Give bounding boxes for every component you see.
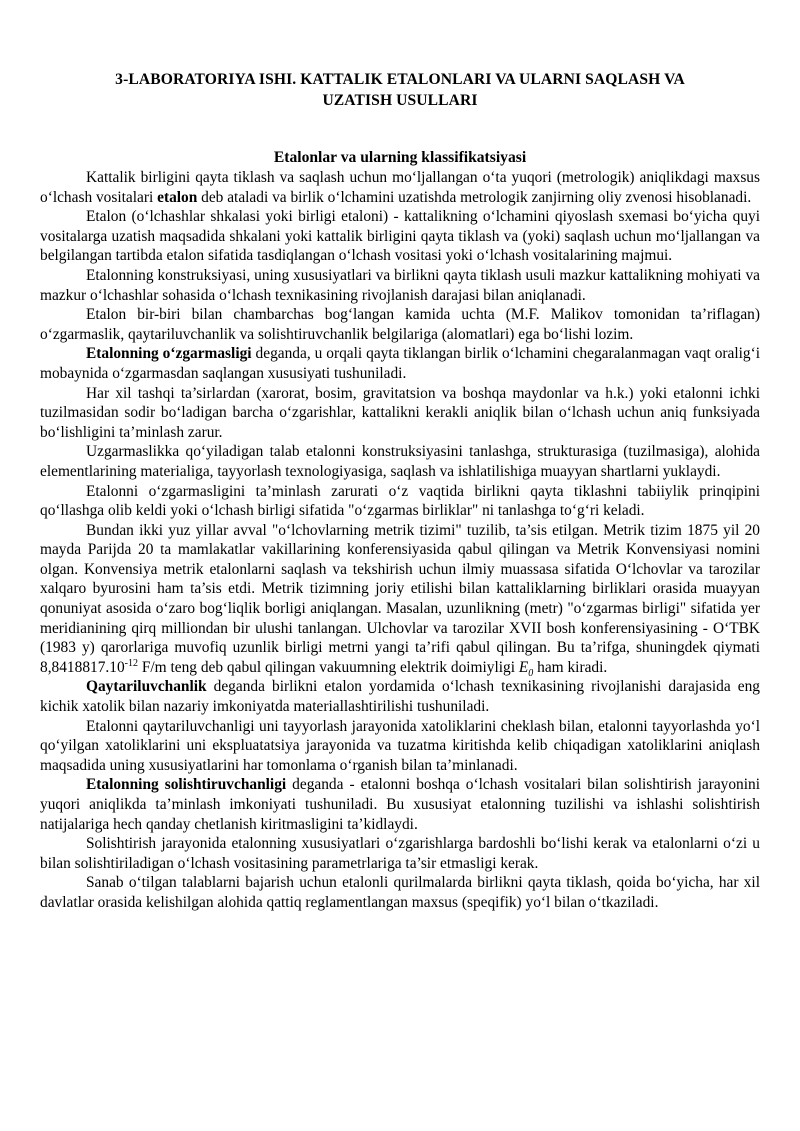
bold-term: Etalonning solishtiruvchanligi bbox=[86, 776, 287, 794]
text-run: ham kiradi. bbox=[533, 658, 608, 676]
text-run: Har xil tashqi ta’sirlardan (xarorat, bosim, gravitatsion va boshqa maydonlar va h.k.) yoki etalonni ichki tuzilmasidan sodir bo‘ladigan barcha o‘zgarishlar, kattalikni kerakli aniqlik bilan o‘lchash uchun aniq funksiyada bo‘lishligini ta’minlash zarur. bbox=[40, 384, 760, 441]
body-paragraph bbox=[40, 207, 760, 266]
page-title bbox=[40, 70, 760, 111]
italic-symbol: E bbox=[518, 658, 529, 676]
text-run: Etalon (o‘lchashlar shkalasi yoki birligi etaloni) - kattalikning o‘lchamini qiyoslash sxemasi bo‘yicha quyi vositalarga uzatish maqsadida shkalani yoki kattalik birligini qayta tiklash va (yoki) saqlash uchun mo‘ljallangan va belgilangan tartibda etalon sifatida tasdiqlangan o‘lchash vositasi yoki o‘lchash vositalarining majmui. bbox=[40, 208, 760, 265]
body-paragraph bbox=[40, 168, 760, 207]
body-paragraph bbox=[40, 873, 760, 912]
body-paragraph bbox=[40, 677, 760, 716]
text-run: Sanab o‘tilgan talablarni bajarish uchun etalonli qurilmalarda birlikni qayta tiklash, qoida bo‘yicha, har xil davlatlar orasida kelishilgan alohida qattiq reglamentlangan maxsus (speqifik) yo‘l bilan o‘tkaziladi. bbox=[40, 874, 760, 911]
text-run: deganda birlikni etalon yordamida o‘lchash texnikasining rivojlanishi darajasida eng kichik xatolik bilan nazariy imkoniyatda materiallashtirilishi tushuniladi. bbox=[40, 678, 760, 716]
section-heading: Etalonlar va ularning klassifikatsiyasi bbox=[273, 149, 527, 166]
document-body bbox=[40, 168, 760, 913]
subscript-index: 0 bbox=[528, 667, 534, 679]
text-run: Bundan ikki yuz yillar avval "o‘lchovlarning metrik tizimi" tuzilib, ta’sis etilgan. Metrik tizim 1875 yil 20 mayda Parijda 20 ta mamlakatlar vakillarining konferensiyasida qabul qilingan va Metrik Konvensiyasi nomini olgan. Konvensiya metrik etalonlarni saqlash va tekshirish uchun ilmiy muassasa sifatida O‘lchovlar va tarozilar xalqaro byurosini ham ta’sis etdi. Metrik tizimning joriy etilishi bilan kattaliklarning birliklari orasida muayyan qonuniyat asosida o‘zaro bog‘liqlik borligi aniqlangan. Masalan, uzunlikning (metr) "o‘zgarmas birligi" sifatida yer meridianining qirq milliondan bir ulushi tanlangan. Ulchovlar va tarozilar XVII bosh konferensiyasining - O‘TBK (1983 y) qarorlariga muvofiq uzunlik birligi metrni yangi ta’rifi qabul qilingan. Bu ta’rifga, shuningdek qiymati 8,8418817.10 bbox=[40, 521, 760, 676]
text-run: Uzgarmaslikka qo‘yiladigan talab etalonni konstruksiyasini tanlashga, strukturasiga (tuzilmasiga), alohida elementlarining materialiga, tayyorlash texnologiyasiga, saqlash va ishlatilishiga muayyan shartlarni yuklaydi. bbox=[40, 443, 760, 480]
body-paragraph bbox=[40, 834, 760, 873]
body-paragraph bbox=[40, 305, 760, 344]
text-run: deganda, u orqali qayta tiklangan birlik o‘lchamini chegaralanmagan vaqt oralig‘i mobaynida o‘zgarmasdan saqlangan xususiyati tushuniladi. bbox=[40, 345, 760, 382]
text-run: F/m teng deb qabul qilingan vakuumning elektrik doimiyligi bbox=[138, 658, 519, 676]
body-paragraph bbox=[40, 384, 760, 443]
text-run: Kattalik birligini qayta tiklash va saqlash uchun mo‘ljallangan o‘ta yuqori (metrologik) aniqlikdagi maxsus o‘lchash vositalari bbox=[40, 169, 760, 206]
bold-term: Etalonning o‘zgarmasligi bbox=[86, 345, 252, 363]
body-paragraph bbox=[40, 521, 760, 678]
body-paragraph bbox=[40, 344, 760, 383]
text-run: Etalonni qaytariluvchanligi uni tayyorlash jarayonida xatoliklarini cheklash bilan, etalonni tayyorlashda yo‘l qo‘yilgan xatoliklarini uni ekspluatatsiya jarayonida va tuzatma kiritishda kelib chiqadigan xatoliklarini aniqlash maqsadida uning xususiyatlarini har tomonlama o‘rganish bilan ta’minlanadi. bbox=[40, 717, 760, 774]
text-run: Etalon bir-biri bilan chambarchas bog‘langan kamida uchta (M.F. Malikov tomonidan ta’riflagan) o‘zgarmaslik, qaytariluvchanlik va solishtiruvchanlik belgilariga (alomatlari) ega bo‘lishi lozim. bbox=[40, 306, 760, 343]
text-run: deb ataladi va birlik o‘lchamini uzatishda metrologik zanjirning oliy zvenosi hisoblanadi. bbox=[197, 188, 752, 206]
bold-term: Qaytariluvchanlik bbox=[86, 678, 207, 696]
title-spacer bbox=[40, 111, 760, 148]
bold-term: etalon bbox=[157, 188, 198, 206]
text-run: deganda - etalonni boshqa o‘lchash vositalari bilan solishtirish jarayonini yuqori aniqlikda ta’minlash imkoniyati tushuniladi. Bu xususiyat etalonning tuzilishi va ishlashi solishtirish natijalariga hech qanday chetlanish kiritmasligini ta’kidlaydi. bbox=[40, 776, 760, 833]
page-title-line-2: UZATISH USULLARI bbox=[322, 91, 478, 109]
text-run: Etalonning konstruksiyasi, uning xususiyatlari va birlikni qayta tiklash usuli mazkur kattalikning mohiyati va mazkur o‘lchashlar sohasida o‘lchash texnikasining rivojlanish darajasi bilan aniqlanadi. bbox=[40, 266, 760, 304]
superscript-exponent: -12 bbox=[124, 657, 138, 669]
body-paragraph bbox=[40, 482, 760, 521]
body-paragraph bbox=[40, 266, 760, 305]
body-paragraph bbox=[40, 717, 760, 776]
body-paragraph bbox=[40, 442, 760, 481]
body-paragraph bbox=[40, 775, 760, 834]
text-run: Etalonni o‘zgarmasligini ta’minlash zarurati o‘z vaqtida birlikni qayta tiklashni tabiiylik prinqipini qo‘llashga olib keldi yoki o‘lchash birligi sifatida "o‘zgarmas birliklar" ni tanlashga to‘g‘ri keladi. bbox=[40, 482, 760, 520]
page-title-line-1: 3-LABORATORIYA ISHI. KATTALIK ETALONLARI VA ULARNI SAQLASH VA bbox=[115, 71, 685, 88]
text-run: Solishtirish jarayonida etalonning xususiyatlari o‘zgarishlarga bardoshli bo‘lishi kerak va etalonlarni o‘zi u bilan solishtiriladigan o‘lchash vositasining parametrlariga ta’sir etmasligi kerak. bbox=[40, 835, 760, 872]
